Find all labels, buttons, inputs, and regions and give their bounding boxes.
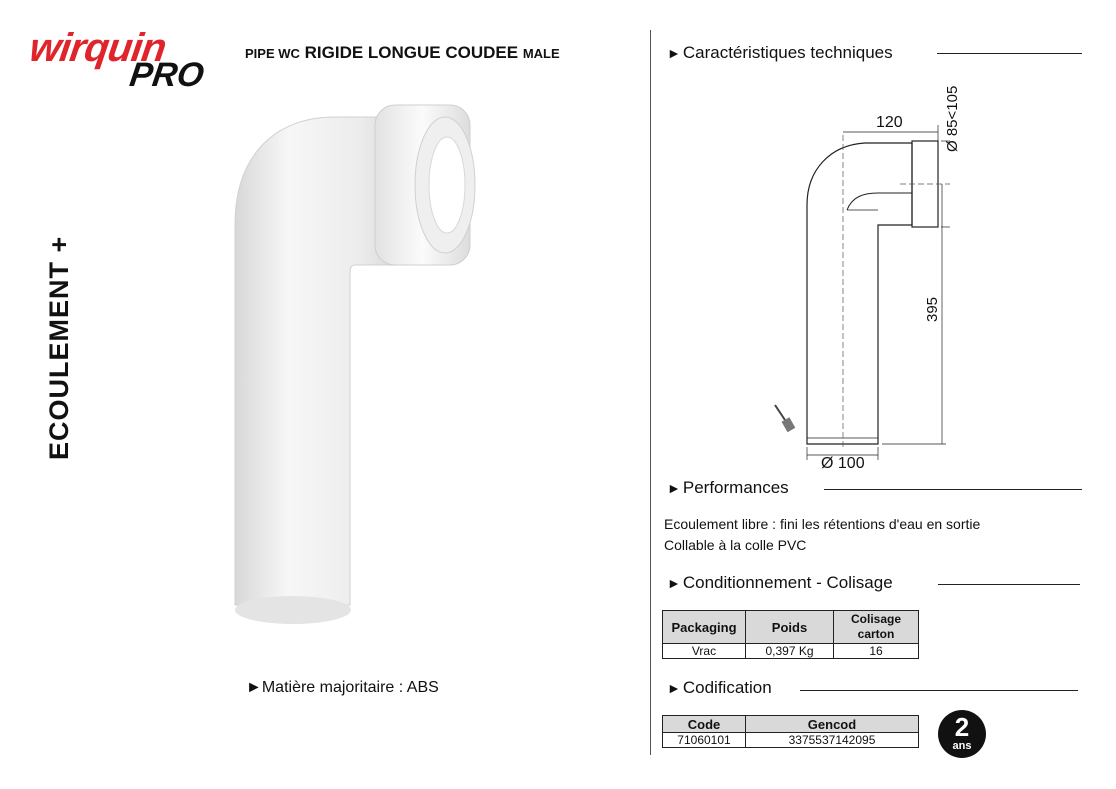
performance-line: Collable à la colle PVC	[664, 537, 807, 553]
column-divider	[650, 30, 651, 755]
section-packaging	[667, 573, 893, 593]
packaging-table	[662, 610, 919, 659]
dim-outlet: Ø 85<105	[944, 85, 961, 152]
table-row	[663, 644, 919, 659]
warranty-number: 2	[954, 712, 970, 742]
title-suffix: MALE	[522, 46, 560, 61]
warranty-unit: ans	[952, 740, 972, 752]
table-header: Code	[663, 716, 746, 733]
arrow-icon: ►	[667, 680, 681, 696]
section-rule	[938, 584, 1080, 585]
section-rule	[937, 53, 1082, 54]
section-codification	[667, 678, 772, 698]
table-row	[663, 733, 919, 748]
section-codification-title: Codification	[682, 678, 772, 697]
section-tech-title: Caractéristiques techniques	[682, 43, 893, 62]
brand-logo-sub: PRO	[127, 56, 207, 94]
table-header: Colisage carton	[834, 611, 919, 644]
section-performances	[667, 478, 789, 498]
section-performances-title: Performances	[682, 478, 789, 497]
title-prefix: PIPE WC	[245, 46, 300, 61]
arrow-icon: ►	[667, 45, 681, 61]
section-rule	[824, 489, 1082, 490]
technical-drawing	[760, 75, 1000, 475]
vertical-label: ECOULEMENT +	[44, 235, 74, 460]
section-rule	[800, 690, 1078, 691]
performance-line: Ecoulement libre : fini les rétentions d'eau en sortie	[664, 516, 981, 532]
dim-height: 395	[924, 296, 941, 322]
dim-width: 120	[876, 114, 903, 131]
code-table	[662, 715, 919, 748]
product-photo	[225, 95, 495, 635]
table-header: Packaging	[663, 611, 746, 644]
table-cell: 3375537142095	[746, 733, 919, 748]
section-packaging-title: Conditionnement - Colisage	[682, 573, 893, 592]
page-title	[245, 43, 560, 63]
table-cell: 71060101	[663, 733, 746, 748]
dim-inlet: Ø 100	[821, 455, 865, 472]
material-label	[246, 679, 439, 697]
table-header: Gencod	[746, 716, 919, 733]
arrow-icon: ►	[667, 575, 681, 591]
title-main: RIGIDE LONGUE COUDEE	[304, 43, 519, 62]
table-cell: 16	[834, 644, 919, 659]
material-text: Matière majoritaire : ABS	[261, 679, 439, 696]
section-tech	[667, 43, 893, 63]
glue-brush-icon	[775, 405, 795, 432]
arrow-icon: ►	[246, 679, 262, 696]
table-header: Poids	[746, 611, 834, 644]
warranty-badge	[938, 710, 986, 758]
arrow-icon: ►	[667, 480, 681, 496]
table-cell: 0,397 Kg	[746, 644, 834, 659]
table-cell: Vrac	[663, 644, 746, 659]
brand-logo: wirquin	[26, 26, 169, 70]
